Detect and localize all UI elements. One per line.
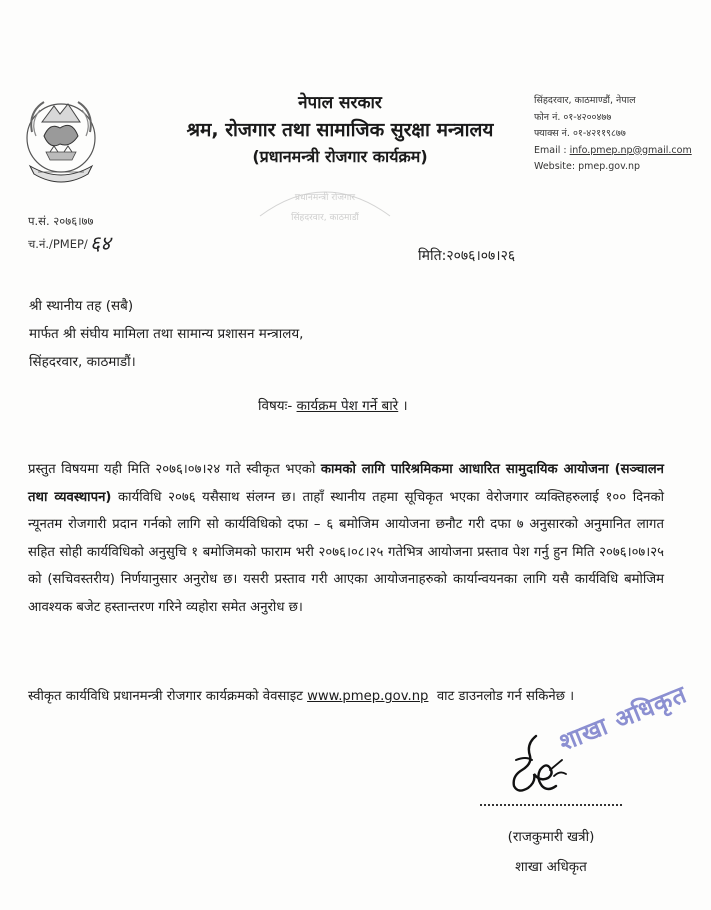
nepal-emblem-logo [20, 92, 102, 196]
addressee-line-2: मार्फत श्री संघीय मामिला तथा सामान्य प्रशासन मन्त्रालय, [29, 326, 304, 342]
faint-office-stamp [250, 176, 400, 230]
download-paragraph [28, 682, 668, 711]
contact-email [534, 143, 692, 160]
letterhead [130, 92, 550, 168]
cn-number-line [28, 232, 111, 255]
government-name: नेपाल सरकार [298, 93, 382, 113]
section-officer-stamp: शाखा अधिकृत [555, 680, 691, 757]
letter-date: मिति:२०७६।०७।२६ [418, 248, 516, 264]
reference-block [28, 210, 111, 255]
body-part-2: कार्यविधि २०७६ यसैसाथ संलग्न छ। ताहाँ स्थानीय तहमा सूचिकृत भएका वेरोजगार व्यक्तिहरुलाई १०० दिनको न्यूनतम रोजगारी प्रदान गर्नको लागि सो कार्यविधिको दफा – ६ बमोजिम आयोजना छनौट गरी दफा ७ अनुसारको अनुमानित लागत सहित सोही कार्यविधिको अनुसुचि १ बमोजिमको फाराम भरी २०७६।०८।२५ गतेभित्र आयोजना प्रस्ताव पेश गर्नु हुन मिति २०७६।०७।२५ को (सचिवस्तरीय) निर्णयानुसार अनुरोध छ। यसरी प्रस्ताव गरी आएका आयोजनाहरुको कार्यान्वयनका लागि यसै कार्यविधि बमोजिम आवश्यक बजेट हस्तान्तरण गरिने व्यहोरा समेत अनुरोध छ। [28, 489, 664, 615]
website-link[interactable]: www.pmep.gov.np [307, 689, 429, 704]
subject-end: । [398, 398, 408, 414]
contact-fax: फ्याक्स नं. ०१-४२११९८७७ [534, 128, 626, 139]
addressee-line-1: श्री स्थानीय तह (सबै) [29, 298, 134, 314]
ministry-name: श्रम, रोजगार तथा सामाजिक सुरक्षा मन्त्रालय [186, 119, 494, 141]
body-bold-title: कामको लागि पारिश्रमिकमा आधारित सामुदायिक आयोजना (सञ्चालन तथा व्यवस्थापन) [28, 462, 664, 505]
email-link[interactable]: info.pmep.np@gmail.com [569, 144, 692, 156]
subject-line [258, 396, 408, 414]
cn-handwritten-number: ६४ [89, 231, 111, 255]
body-part-1: प्रस्तुत विषयमा यही मिति २०७६।०७।२४ गते स्वीकृत भएको [28, 462, 321, 477]
contact-website: Website: pmep.gov.np [534, 161, 641, 172]
stamp-line-1: प्रधानमन्त्री रोजगार [294, 193, 356, 203]
contact-phone: फोन नं. ०१-४२००४७७ [534, 111, 612, 123]
addressee-block [29, 292, 303, 376]
addressee-line-3: सिंहदरवार, काठमाडौं। [29, 354, 136, 370]
signer-block [476, 822, 626, 882]
para2-text-1: स्वीकृत कार्यविधि प्रधानमन्त्री रोजगार कार्यक्रमको वेवसाइट [28, 689, 308, 704]
subject-value: कार्यक्रम पेश गर्ने बारे [296, 398, 399, 414]
signer-title: शाखा अधिकृत [515, 859, 587, 875]
subject-label: विषयः- [258, 398, 293, 414]
email-label: Email : [534, 144, 567, 156]
body-paragraph [28, 456, 664, 622]
program-name: (प्रधानमन्त्री रोजगार कार्यक्रम) [252, 147, 428, 166]
signer-name: (राजकुमारी खत्री) [507, 829, 595, 845]
ps-number: प.सं. २०७६।७७ [28, 214, 94, 228]
para2-text-2: वाट डाउनलोड गर्न सकिनेछ । [428, 689, 575, 704]
contact-block [534, 93, 692, 176]
signature-dotted-line [480, 804, 622, 806]
contact-address: सिंहदरवार, काठमाण्डौं, नेपाल [534, 95, 636, 106]
stamp-line-2: सिंहदरवार, काठमाडौं [291, 213, 359, 223]
cn-label: च.नं./PMEP/ [28, 237, 88, 251]
